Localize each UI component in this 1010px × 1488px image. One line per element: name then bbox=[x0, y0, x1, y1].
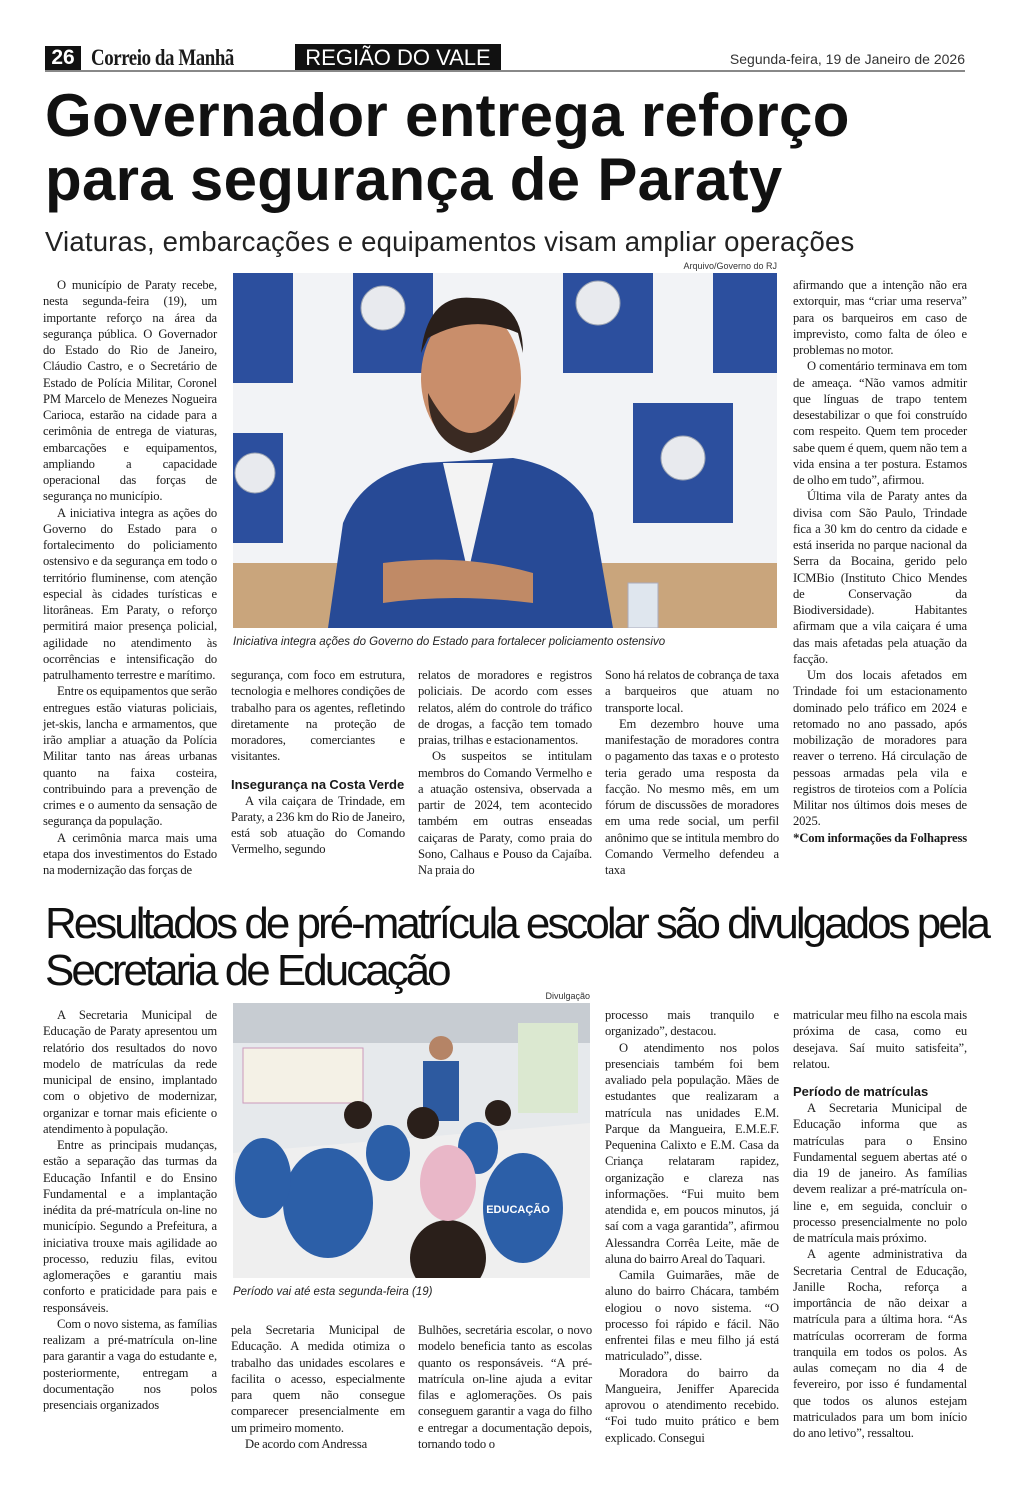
article-paragraph: Camila Guimarães, mãe de aluno do bairro Chácara, também elogiou o novo sistema. “O processo foi rápido e fácil. Não enfrentei filas e meu filho já está matriculado”, disse. bbox=[605, 1268, 779, 1364]
article-paragraph: A Secretaria Municipal de Educação de Paraty apresentou um relatório dos resultados do novo modelo de matrículas da rede municipal de ensino, implantado com o objetivo de modernizar, organizar e tornar mais eficiente o atendimento à população. bbox=[43, 1008, 217, 1136]
subheading: Período de matrículas bbox=[793, 1084, 929, 1099]
article-paragraph: matricular meu filho na escola mais próxima de casa, como eu desejava. Saí muito satisfeita”, relatou. bbox=[793, 1008, 967, 1071]
story2-photo-caption: Período vai até esta segunda-feira (19) bbox=[233, 1286, 433, 1298]
article-paragraph: Moradora do bairro da Mangueira, Jeniffer Aparecida aprovou o atendimento recebido. “Foi tudo muito prático e bem explicado. Consegui bbox=[605, 1365, 779, 1445]
issue-date: Segunda-feira, 19 de Janeiro de 2026 bbox=[729, 51, 965, 67]
story2-photo-credit: Divulgação bbox=[545, 991, 590, 1001]
article-paragraph: A vila caiçara de Trindade, em Paraty, a 236 km do Rio de Janeiro, está sob atuação do Comando Vermelho, segundo bbox=[231, 793, 405, 857]
story2-photo bbox=[233, 1003, 590, 1278]
article-paragraph: Entre as principais mudanças, estão a separação das turmas da Educação Infantil e do Ensino Fundamental e a implantação inédita da pré-matrícula on-line no município. Segundo a Prefeitura, a iniciativa trouxe mais agilidade ao processo, reduziu filas, evitou aglomerações e garantiu mais conforto e praticidade para pais e responsáveis. bbox=[43, 1138, 217, 1315]
story1-column-5 bbox=[793, 277, 967, 846]
story1-photo-caption: Iniciativa integra ações do Governo do Estado para fortalecer policiamento ostensivo bbox=[233, 636, 666, 648]
article-paragraph: Com o novo sistema, as famílias realizam a pré-matrícula on-line para garantir a vaga do estudante e, posteriormente, entregam a documentação nos polos presenciais organizados bbox=[43, 1316, 217, 1412]
story1-photo bbox=[233, 273, 777, 628]
story2-photo-text: EDUCAÇÃO bbox=[486, 1204, 550, 1216]
story2-headline: Resultados de pré-matrícula escolar são divulgados pela Secretaria de Educação bbox=[45, 899, 988, 995]
article-paragraph: Os suspeitos se intitulam membros do Comando Vermelho e a atuação ostensiva, observada a partir de 2024, tem acontecido também em outras enseadas caiçaras de Paraty, como praia do Sono, Calhaus e Pouso da Cajaíba. Na praia do bbox=[418, 749, 592, 877]
newspaper-logo: Correio da Manhã bbox=[91, 45, 234, 70]
story2-column-1 bbox=[43, 1007, 217, 1413]
story1-headline: Governador entrega reforço para segurança de Paraty bbox=[45, 82, 850, 213]
article-paragraph: O município de Paraty recebe, nesta segunda-feira (19), um importante reforço na área da segurança pública. O Governador do Estado do Rio de Janeiro, Cláudio Castro, e o Secretário de Estado de Polícia Militar, Coronel PM Marcelo de Menezes Nogueira Carioca, estarão na cidade para a cerimônia de entrega de viaturas, embarcações e equipamentos, ampliando a capacidade operacional das forças de segurança no município. bbox=[43, 278, 217, 504]
story1-column-3 bbox=[418, 667, 592, 878]
article-paragraph: A Secretaria Municipal de Educação informa que as matrículas para o Ensino Fundamental seguem abertas até o dia 19 de janeiro. As famílias devem realizar a pré-matrícula on-line e, em seguida, concluir o processo presencialmente no polo de matrícula mais próximo. bbox=[793, 1101, 967, 1245]
story1-column-2 bbox=[231, 667, 405, 858]
story2-column-4 bbox=[605, 1007, 779, 1446]
article-paragraph: afirmando que a intenção não era extorquir, mas “criar uma reserva” para os barqueiros em caso de imprevisto, como falta de óleo e problemas no motor. bbox=[793, 278, 967, 357]
article-paragraph: Um dos locais afetados em Trindade foi um estacionamento dominado pelo tráfico em 2024 e retomado no ano passado, após mobilização de moradores para reaver o terreno. Há circulação de pessoas armadas pela vila e registros de tiroteios com a Polícia Militar nos últimos dois meses de 2025. bbox=[793, 668, 967, 829]
story2-column-5 bbox=[793, 1007, 967, 1441]
article-paragraph: A cerimônia marca mais uma etapa dos investimentos do Estado na modernização das forças de bbox=[43, 830, 217, 877]
header-divider bbox=[45, 70, 965, 72]
article-paragraph: relatos de moradores e registros policiais. De acordo com esses relatos, além do controle do tráfico de drogas, a facção tem tomado praias, trilhas e estacionamentos. bbox=[418, 668, 592, 747]
article-paragraph: Sono há relatos de cobrança de taxa a barqueiros que atuam no transporte local. bbox=[605, 668, 779, 715]
article-paragraph: A agente administrativa da Secretaria Central de Educação, Janille Rocha, reforça a importância de não deixar a matrícula para a última hora. “As matrículas ocorreram de forma tranquila em todos os polos. As aulas começam no dia 4 de fevereiro, por isso é fundamental que todos os alunos estejam matriculados para um bom início do ano letivo”, ressaltou. bbox=[793, 1247, 967, 1440]
article-paragraph: Bulhões, secretária escolar, o novo modelo beneficia tanto as escolas quanto os responsáveis. “A pré-matrícula on-line ajuda a evitar filas e aglomerações. Os pais conseguem garantir a vaga do filho e entregar a documentação depois, tornando todo o bbox=[418, 1323, 592, 1451]
article-paragraph: O comentário terminava em tom de ameaça. “Não vamos admitir que línguas de trapo tentem desestabilizar o que foi construído com respeito. Quem tem proceder sabe quem é quem, quem não tem a vida ensina a ter postura. Estamos de olho em tudo”, afirmou. bbox=[793, 359, 967, 487]
story2-column-2 bbox=[231, 1322, 405, 1452]
article-paragraph: Última vila de Paraty antes da divisa com São Paulo, Trindade fica a 30 km do centro da cidade e está inserida no parque nacional da Serra da Bocaina, gerido pelo ICMBio (Instituto Chico Mendes de Conservação da Biodiversidade). Habitantes afirmam que a vila caiçara é uma das mais afetadas pela atuação da facção. bbox=[793, 489, 967, 666]
story1-column-4 bbox=[605, 667, 779, 878]
story1-photo-credit: Arquivo/Governo do RJ bbox=[683, 261, 777, 271]
story2-column-3 bbox=[418, 1322, 592, 1452]
source-note: *Com informações da Folhapress bbox=[793, 830, 967, 845]
article-paragraph: A iniciativa integra as ações do Governo do Estado para o fortalecimento do policiamento ostensivo e da segurança em todo o território fluminense, com atenção especial às cidades turísticas e litorâneas. Em Paraty, o reforço permitirá maior presença policial, agilidade no atendimento às ocorrências e intensificação do patrulhamento terrestre e marítimo. bbox=[43, 505, 217, 682]
page-number: 26 bbox=[45, 46, 81, 70]
article-paragraph: Em dezembro houve uma manifestação de moradores contra o pagamento das taxas e o protesto teria gerado uma resposta da facção. No mesmo mês, em um fórum de discussões de moradores em uma rede social, um perfil anônimo que se intitula membro do Comando Vermelho defendeu a taxa bbox=[605, 716, 779, 877]
article-paragraph: pela Secretaria Municipal de Educação. A medida otimiza o trabalho das unidades escolares e facilita o acesso, especialmente para quem não consegue comparecer presencialmente em um primeiro momento. bbox=[231, 1323, 405, 1435]
subheading: Insegurança na Costa Verde bbox=[231, 776, 405, 792]
article-paragraph: O atendimento nos polos presenciais também foi bem avaliado pela população. Mães de estudantes que realizaram a matrícula nas unidades E.M. Parque da Mangueira, E.M.E.F. Pequenina Calixto e E.M. Casa da Criança relataram rapidez, organização e clareza nas informações. “Fui muito bem atendida e, em poucos minutos, já saí com a vaga garantida”, afirmou Alessandra Corrêa Leite, mãe de aluna do bairro Areal do Taquari. bbox=[605, 1040, 779, 1266]
article-paragraph: segurança, com foco em estrutura, tecnologia e melhores condições de trabalho para os agentes, refletindo diretamente na proteção de moradores, comerciantes e visitantes. bbox=[231, 668, 405, 764]
article-paragraph: processo mais tranquilo e organizado”, destacou. bbox=[605, 1008, 779, 1039]
story1-column-1 bbox=[43, 277, 217, 878]
story1-subtitle: Viaturas, embarcações e equipamentos visam ampliar operações bbox=[45, 226, 855, 257]
article-paragraph: De acordo com Andressa bbox=[245, 1436, 368, 1451]
section-label: REGIÃO DO VALE bbox=[295, 44, 501, 71]
article-paragraph: Entre os equipamentos que serão entregues estão viaturas policiais, jet-skis, lancha e armamentos, que irão ampliar a atuação da Polícia Militar tanto nas áreas urbanas quanto na faixa costeira, contribuindo para a prevenção de crimes e o aumento da sensação de segurança da população. bbox=[43, 684, 217, 829]
